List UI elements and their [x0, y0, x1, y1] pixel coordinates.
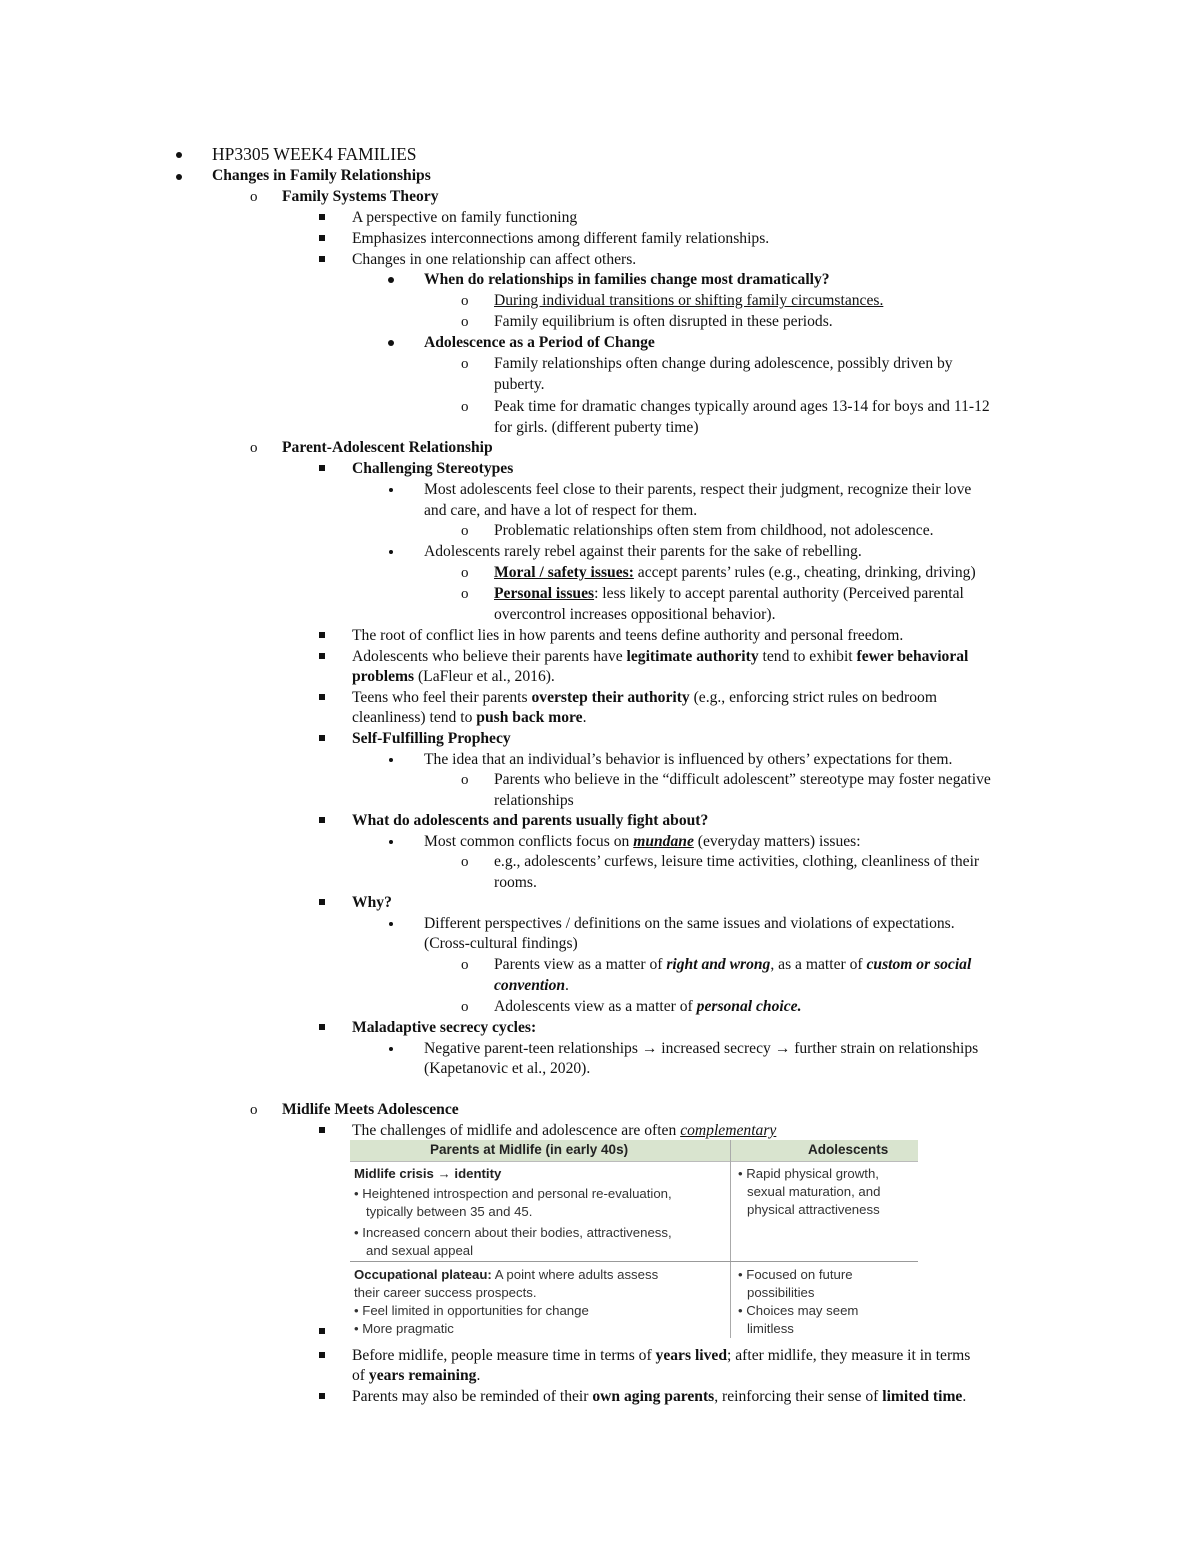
- table-cell: physical attractiveness: [747, 1202, 880, 1217]
- table-cell: • Rapid physical growth,: [738, 1166, 879, 1181]
- circle-bullet-icon: o: [461, 523, 469, 539]
- table-cell: • Increased concern about their bodies, attractiveness,: [354, 1225, 672, 1240]
- circle-bullet-icon: o: [250, 440, 258, 456]
- list-item: problems (LaFleur et al., 2016).: [352, 668, 555, 685]
- circle-bullet-icon: o: [461, 586, 469, 602]
- bullet-icon: [389, 488, 393, 492]
- list-item: During individual transitions or shifting family circumstances.: [494, 292, 884, 309]
- circle-bullet-icon: o: [461, 957, 469, 973]
- square-bullet-icon: [319, 1127, 325, 1133]
- table-cell: their career success prospects.: [354, 1285, 537, 1300]
- square-bullet-icon: [319, 817, 325, 823]
- circle-bullet-icon: o: [461, 314, 469, 330]
- document-title: HP3305 WEEK4 FAMILIES: [212, 144, 417, 164]
- subsection-heading: Family Systems Theory: [282, 188, 439, 205]
- list-item: Family equilibrium is often disrupted in these periods.: [494, 313, 833, 330]
- list-item: Adolescents view as a matter of personal choice.: [494, 998, 802, 1015]
- subsection-heading: Midlife Meets Adolescence: [282, 1101, 459, 1118]
- list-item: Family relationships often change during adolescence, possibly driven by: [494, 355, 953, 372]
- table-cell: • Choices may seem: [738, 1303, 859, 1318]
- square-bullet-icon: [319, 1352, 325, 1358]
- list-item: puberty.: [494, 376, 545, 393]
- list-item: Moral / safety issues: accept parents’ rules (e.g., cheating, drinking, driving): [494, 564, 976, 581]
- circle-bullet-icon: o: [250, 1102, 258, 1118]
- list-item: Teens who feel their parents overstep their authority (e.g., enforcing strict rules on bedroom: [352, 689, 937, 706]
- list-item: Most adolescents feel close to their parents, respect their judgment, recognize their love: [424, 481, 972, 498]
- square-bullet-icon: [319, 653, 325, 659]
- item-heading: Maladaptive secrecy cycles:: [352, 1019, 537, 1036]
- table-cell-heading: Midlife crisis → identity: [354, 1166, 502, 1181]
- list-item: Adolescents who believe their parents have legitimate authority tend to exhibit fewer behavioral: [352, 648, 969, 665]
- list-item: rooms.: [494, 874, 537, 891]
- item-heading: Self-Fulfilling Prophecy: [352, 730, 511, 747]
- list-item: A perspective on family functioning: [352, 209, 578, 226]
- list-item: The root of conflict lies in how parents and teens define authority and personal freedom.: [352, 627, 904, 644]
- bullet-icon: [389, 550, 393, 554]
- comparison-table: [350, 1140, 918, 1338]
- list-item: The idea that an individual’s behavior is influenced by others’ expectations for them.: [424, 751, 953, 768]
- list-item: Problematic relationships often stem from childhood, not adolescence.: [494, 522, 934, 539]
- bullet-icon: [389, 1047, 393, 1051]
- bullet-icon: [176, 174, 182, 180]
- bullet-icon: [389, 758, 393, 762]
- list-item: Negative parent-teen relationships → increased secrecy → further strain on relationships: [424, 1040, 979, 1057]
- square-bullet-icon: [319, 1024, 325, 1030]
- list-item: Personal issues: less likely to accept parental authority (Perceived parental: [494, 585, 964, 602]
- circle-bullet-icon: o: [250, 189, 258, 205]
- bullet-icon: [388, 277, 394, 283]
- list-item: Most common conflicts focus on mundane (everyday matters) issues:: [424, 833, 861, 850]
- section-heading: Changes in Family Relationships: [212, 167, 431, 184]
- list-item: Peak time for dramatic changes typically around ages 13-14 for boys and 11-12: [494, 398, 990, 415]
- list-item: Before midlife, people measure time in terms of years lived; after midlife, they measure it in terms: [352, 1347, 971, 1364]
- divider: [350, 1261, 918, 1262]
- list-item: Adolescents rarely rebel against their parents for the sake of rebelling.: [424, 543, 862, 560]
- table-cell: possibilities: [747, 1285, 815, 1300]
- bullet-icon: [388, 340, 394, 346]
- list-item: convention.: [494, 977, 569, 994]
- circle-bullet-icon: o: [461, 565, 469, 581]
- table-cell: • Feel limited in opportunities for change: [354, 1303, 589, 1318]
- item-heading: Why?: [352, 894, 392, 911]
- list-item: Parents view as a matter of right and wrong, as a matter of custom or social: [494, 956, 972, 973]
- question-heading: Adolescence as a Period of Change: [424, 334, 655, 351]
- square-bullet-icon: [319, 214, 325, 220]
- list-item: Emphasizes interconnections among different family relationships.: [352, 230, 770, 247]
- table-cell: and sexual appeal: [366, 1243, 474, 1258]
- subsection-heading: Parent-Adolescent Relationship: [282, 439, 493, 456]
- table-cell: • Focused on future: [738, 1267, 853, 1282]
- list-item: of years remaining.: [352, 1367, 481, 1384]
- circle-bullet-icon: o: [461, 772, 469, 788]
- table-cell: • Heightened introspection and personal re-evaluation,: [354, 1186, 672, 1201]
- square-bullet-icon: [319, 1393, 325, 1399]
- circle-bullet-icon: o: [461, 293, 469, 309]
- circle-bullet-icon: o: [461, 854, 469, 870]
- table-cell: • More pragmatic: [354, 1321, 454, 1336]
- divider: [730, 1140, 731, 1338]
- list-item: Parents who believe in the “difficult adolescent” stereotype may foster negative: [494, 771, 991, 788]
- square-bullet-icon: [319, 465, 325, 471]
- table-cell: Occupational plateau: A point where adults assess: [354, 1267, 659, 1282]
- list-item: Parents may also be reminded of their own aging parents, reinforcing their sense of limited time.: [352, 1388, 967, 1405]
- list-item: The challenges of midlife and adolescence are often complementary: [352, 1122, 777, 1139]
- list-item: (Kapetanovic et al., 2020).: [424, 1060, 591, 1077]
- square-bullet-icon: [319, 256, 325, 262]
- square-bullet-icon: [319, 1328, 325, 1334]
- list-item: e.g., adolescents’ curfews, leisure time activities, clothing, cleanliness of their: [494, 853, 980, 870]
- circle-bullet-icon: o: [461, 399, 469, 415]
- item-heading: What do adolescents and parents usually fight about?: [352, 812, 709, 829]
- list-item: Changes in one relationship can affect others.: [352, 251, 637, 268]
- item-heading: Challenging Stereotypes: [352, 460, 514, 477]
- list-item: overcontrol increases oppositional behavior).: [494, 606, 776, 623]
- list-item: Different perspectives / definitions on the same issues and violations of expectations.: [424, 915, 955, 932]
- column-header: Parents at Midlife (in early 40s): [430, 1142, 629, 1157]
- square-bullet-icon: [319, 694, 325, 700]
- divider: [350, 1161, 918, 1162]
- square-bullet-icon: [319, 899, 325, 905]
- table-cell: sexual maturation, and: [747, 1184, 881, 1199]
- square-bullet-icon: [319, 235, 325, 241]
- table-cell: limitless: [747, 1321, 794, 1336]
- table-header: [350, 1140, 918, 1161]
- circle-bullet-icon: o: [461, 999, 469, 1015]
- column-header: Adolescents: [808, 1142, 889, 1157]
- list-item: cleanliness) tend to push back more.: [352, 709, 587, 726]
- square-bullet-icon: [319, 735, 325, 741]
- table-cell: typically between 35 and 45.: [366, 1204, 533, 1219]
- list-item: (Cross-cultural findings): [424, 935, 578, 952]
- list-item: for girls. (different puberty time): [494, 419, 699, 436]
- list-item: and care, and have a lot of respect for them.: [424, 502, 698, 519]
- bullet-icon: [389, 840, 393, 844]
- bullet-icon: [389, 922, 393, 926]
- bullet-icon: [176, 152, 182, 158]
- question-heading: When do relationships in families change most dramatically?: [424, 271, 830, 288]
- square-bullet-icon: [319, 632, 325, 638]
- circle-bullet-icon: o: [461, 356, 469, 372]
- list-item: relationships: [494, 792, 574, 809]
